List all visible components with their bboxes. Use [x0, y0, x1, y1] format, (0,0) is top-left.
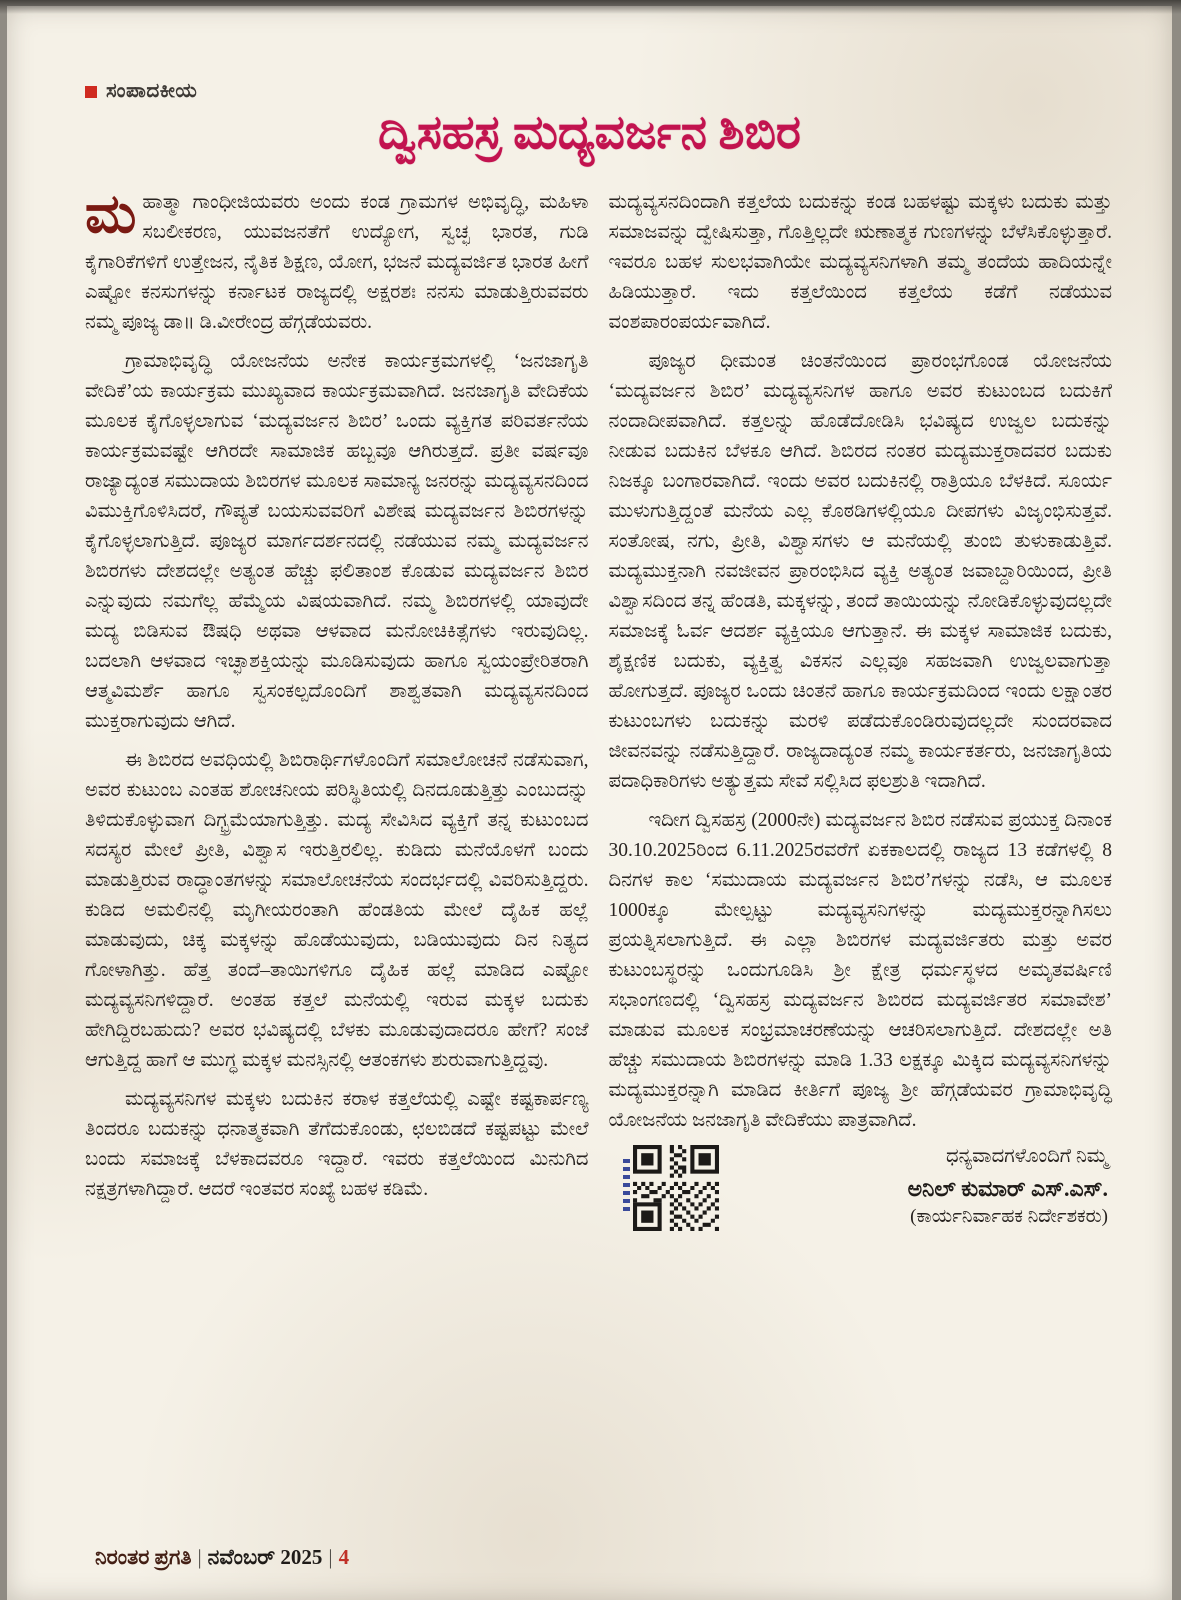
paragraph: ಮದ್ಯವ್ಯಸನದಿಂದಾಗಿ ಕತ್ತಲೆಯ ಬದುಕನ್ನು ಕಂಡ ಬಹಳಷ್ಟು ಮಕ್ಕಳು ಬದುಕು ಮತ್ತು ಸಮಾಜವನ್ನು ದ್ವೇಷಿಸುತ್ತಾ, ಗೊತ್ತಿಲ್ಲದೇ ಋಣಾತ್ಮಕ ಗುಣಗಳನ್ನು ಬೆಳೆಸಿಕೊಳ್ಳುತ್ತಾರೆ. ಇವರೂ ಬಹಳ ಸುಲಭವಾಗಿಯೇ ಮದ್ಯವ್ಯಸನಿಗಳಾಗಿ ತಮ್ಮ ತಂದೆಯ ಹಾದಿಯನ್ನೇ ಹಿಡಿಯುತ್ತಾರೆ. ಇದು ಕತ್ತಲೆಯಿಂದ ಕತ್ತಲೆಯ ಕಡೆಗೆ ನಡೆಯುವ ವಂಶಪಾರಂಪರ್ಯವಾಗಿದೆ.: [608, 192, 1112, 333]
left-column: [85, 184, 589, 1490]
paragraph: ಪೂಜ್ಯರ ಧೀಮಂತ ಚಿಂತನೆಯಿಂದ ಪ್ರಾರಂಭಗೊಂಡ ಯೋಜನೆಯ ‘ಮದ್ಯವರ್ಜನ ಶಿಬಿರ’ ಮದ್ಯವ್ಯಸನಿಗಳ ಹಾಗೂ ಅವರ ಕುಟುಂಬದ ಬದುಕಿಗೆ ನಂದಾದೀಪವಾಗಿದೆ. ಕತ್ತಲನ್ನು ಹೊಡೆದೋಡಿಸಿ ಭವಿಷ್ಯದ ಉಜ್ವಲ ಬದುಕನ್ನು ನೀಡುವ ಬದುಕಿನ ಬೆಳಕೂ ಆಗಿದೆ. ಶಿಬಿರದ ನಂತರ ಮದ್ಯಮುಕ್ತರಾದವರ ಬದುಕು ನಿಜಕ್ಕೂ ಬಂಗಾರವಾಗಿದೆ. ಇಂದು ಅವರ ಬದುಕಿನಲ್ಲಿ ರಾತ್ರಿಯೂ ಬೆಳಕಿದೆ. ಸೂರ್ಯ ಮುಳುಗುತ್ತಿದ್ದಂತೆ ಮನೆಯ ಎಲ್ಲ ಕೊಠಡಿಗಳಲ್ಲಿಯೂ ದೀಪಗಳು ವಿಜೃಂಭಿಸುತ್ತವೆ. ಸಂತೋಷ, ನಗು, ಪ್ರೀತಿ, ವಿಶ್ವಾಸಗಳು ಆ ಮನೆಯಲ್ಲಿ ತುಂಬಿ ತುಳುಕಾಡುತ್ತಿವೆ. ಮದ್ಯಮುಕ್ತನಾಗಿ ನವಜೀವನ ಪ್ರಾರಂಭಿಸಿದ ವ್ಯಕ್ತಿ ಅತ್ಯಂತ ಜವಾಬ್ದಾರಿಯಿಂದ, ಪ್ರೀತಿ ವಿಶ್ವಾಸದಿಂದ ತನ್ನ ಹೆಂಡತಿ, ಮಕ್ಕಳನ್ನು, ತಂದೆ ತಾಯಿಯನ್ನು ನೋಡಿಕೊಳ್ಳುವುದಲ್ಲದೇ ಸಮಾಜಕ್ಕೆ ಓರ್ವ ಆದರ್ಶ ವ್ಯಕ್ತಿಯೂ ಆಗುತ್ತಾನೆ. ಈ ಮಕ್ಕಳ ಸಾಮಾಜಿಕ ಬದುಕು, ಶೈಕ್ಷಣಿಕ ಬದುಕು, ವ್ಯಕ್ತಿತ್ವ ವಿಕಸನ ಎಲ್ಲವೂ ಸಹಜವಾಗಿ ಉಜ್ವಲವಾಗುತ್ತಾ ಹೋಗುತ್ತದೆ. ಪೂಜ್ಯರ ಒಂದು ಚಿಂತನೆ ಹಾಗೂ ಕಾರ್ಯಕ್ರಮದಿಂದ ಇಂದು ಲಕ್ಷಾಂತರ ಕುಟುಂಬಗಳು ಬದುಕನ್ನು ಮರಳಿ ಪಡೆದುಕೊಂಡಿರುವುದಲ್ಲದೇ ಸುಂದರವಾದ ಜೀವನವನ್ನು ನಡೆಸುತ್ತಿದ್ದಾರೆ. ರಾಜ್ಯದಾದ್ಯಂತ ನಮ್ಮ ಕಾರ್ಯಕರ್ತರು, ಜನಜಾಗೃತಿಯ ಪದಾಧಿಕಾರಿಗಳು ಅತ್ಯುತ್ತಮ ಸೇವೆ ಸಲ್ಲಿಸಿದ ಫಲಶ್ರುತಿ ಇದಾಗಿದೆ.: [608, 351, 1112, 792]
section-bullet-icon: [85, 86, 97, 98]
signoff-name: ಅನಿಲ್ ಕುಮಾರ್ ಎಸ್.ಎಸ್.: [907, 1176, 1108, 1201]
signoff-thanks: ಧನ್ಯವಾದಗಳೊಂದಿಗೆ ನಿಮ್ಮ: [946, 1146, 1108, 1167]
footer-separator: |: [197, 1545, 202, 1569]
section-header: [85, 80, 197, 103]
paragraph: ಈ ಶಿಬಿರದ ಅವಧಿಯಲ್ಲಿ ಶಿಬಿರಾರ್ಥಿಗಳೊಂದಿಗೆ ಸಮಾಲೋಚನೆ ನಡೆಸುವಾಗ, ಅವರ ಕುಟುಂಬ ಎಂತಹ ಶೋಚನೀಯ ಪರಿಸ್ಥಿತಿಯಲ್ಲಿ ದಿನದೂಡುತ್ತಿತ್ತು ಎಂಬುದನ್ನು ತಿಳಿದುಕೊಳ್ಳುವಾಗ ದಿಗ್ಭ್ರಮೆಯಾಗುತ್ತಿತ್ತು. ಮದ್ಯ ಸೇವಿಸಿದ ವ್ಯಕ್ತಿಗೆ ತನ್ನ ಕುಟುಂಬದ ಸದಸ್ಯರ ಮೇಲೆ ಪ್ರೀತಿ, ವಿಶ್ವಾಸ ಇರುತ್ತಿರಲಿಲ್ಲ. ಕುಡಿದು ಮನೆಯೊಳಗೆ ಬಂದು ಮಾಡುತ್ತಿರುವ ರಾದ್ಧಾಂತಗಳನ್ನು ಸಮಾಲೋಚನೆಯ ಸಂದರ್ಭದಲ್ಲಿ ವಿವರಿಸುತ್ತಿದ್ದರು. ಕುಡಿದ ಅಮಲಿನಲ್ಲಿ ಮೃಗೀಯರಂತಾಗಿ ಹೆಂಡತಿಯ ಮೇಲೆ ದೈಹಿಕ ಹಲ್ಲೆ ಮಾಡುವುದು, ಚಿಕ್ಕ ಮಕ್ಕಳನ್ನು ಹೊಡೆಯುವುದು, ಬಡಿಯುವುದು ದಿನ ನಿತ್ಯದ ಗೋಳಾಗಿತ್ತು. ಹೆತ್ತ ತಂದೆ–ತಾಯಿಗಳಿಗೂ ದೈಹಿಕ ಹಲ್ಲೆ ಮಾಡಿದ ಎಷ್ಟೋ ಮದ್ಯವ್ಯಸನಿಗಳಿದ್ದಾರೆ. ಅಂತಹ ಕತ್ತಲೆ ಮನೆಯಲ್ಲಿ ಇರುವ ಮಕ್ಕಳ ಬದುಕು ಹೇಗಿದ್ದಿರಬಹುದು? ಅವರ ಭವಿಷ್ಯದಲ್ಲಿ ಬೆಳಕು ಮೂಡುವುದಾದರೂ ಹೇಗೆ? ಸಂಜೆ ಆಗುತ್ತಿದ್ದ ಹಾಗೆ ಆ ಮುಗ್ಧ ಮಕ್ಕಳ ಮನಸ್ಸಿನಲ್ಲಿ ಆತಂಕಗಳು ಶುರುವಾಗುತ್ತಿದ್ದವು.: [85, 750, 589, 1071]
dropcap-letter: ಮ: [85, 184, 137, 244]
page-title: ದ್ವಿಸಹಸ್ರ ಮದ್ಯವರ್ಜನ ಶಿಬಿರ: [378, 107, 801, 159]
paragraph: ಇದೀಗ ದ್ವಿಸಹಸ್ರ (2000ನೇ) ಮದ್ಯವರ್ಜನ ಶಿಬಿರ ನಡೆಸುವ ಪ್ರಯುಕ್ತ ದಿನಾಂಕ 30.10.2025ರಿಂದ 6.11.2025ರವರೆಗೆ ಏಕಕಾಲದಲ್ಲಿ ರಾಜ್ಯದ 13 ಕಡೆಗಳಲ್ಲಿ 8 ದಿನಗಳ ಕಾಲ ‘ಸಮುದಾಯ ಮದ್ಯವರ್ಜನ ಶಿಬಿರ’ಗಳನ್ನು ನಡೆಸಿ, ಆ ಮೂಲಕ 1000ಕ್ಕೂ ಮೇಲ್ಪಟ್ಟು ಮದ್ಯವ್ಯಸನಿಗಳನ್ನು ಮದ್ಯಮುಕ್ತರನ್ನಾಗಿಸಲು ಪ್ರಯತ್ನಿಸಲಾಗುತ್ತಿದೆ. ಈ ಎಲ್ಲಾ ಶಿಬಿರಗಳ ಮದ್ಯವರ್ಜಿತರು ಮತ್ತು ಅವರ ಕುಟುಂಬಸ್ಥರನ್ನು ಒಂದುಗೂಡಿಸಿ ಶ್ರೀ ಕ್ಷೇತ್ರ ಧರ್ಮಸ್ಥಳದ ಅಮೃತವರ್ಷಿಣಿ ಸಭಾಂಗಣದಲ್ಲಿ ‘ದ್ವಿಸಹಸ್ರ ಮದ್ಯವರ್ಜನ ಶಿಬಿರದ ಮದ್ಯವರ್ಜಿತರ ಸಮಾವೇಶ’ ಮಾಡುವ ಮೂಲಕ ಸಂಭ್ರಮಾಚರಣೆಯನ್ನು ಆಚರಿಸಲಾಗುತ್ತಿದೆ. ದೇಶದಲ್ಲೇ ಅತಿ ಹೆಚ್ಚು ಸಮುದಾಯ ಶಿಬಿರಗಳನ್ನು ಮಾಡಿ 1.33 ಲಕ್ಷಕ್ಕೂ ಮಿಕ್ಕಿದ ಮದ್ಯವ್ಯಸನಿಗಳನ್ನು ಮದ್ಯಮುಕ್ತರನ್ನಾಗಿ ಮಾಡಿದ ಕೀರ್ತಿಗೆ ಪೂಜ್ಯ ಶ್ರೀ ಹೆಗ್ಗಡೆಯವರ ಗ್ರಾಮಾಭಿವೃದ್ಧಿ ಯೋಜನೆಯ ಜನಜಾಗೃತಿ ವೇದಿಕೆಯು ಪಾತ್ರವಾಗಿದೆ.: [608, 810, 1112, 1131]
qr-caption-vertical: [623, 1159, 630, 1215]
paragraph: [85, 184, 589, 338]
page-number: 4: [338, 1545, 350, 1569]
issue-date: ನವೆಂಬರ್ 2025: [207, 1545, 323, 1569]
signoff-text: [719, 1145, 1113, 1228]
right-column: [609, 188, 1113, 1490]
magazine-name: ನಿರಂತರ ಪ್ರಗತಿ: [95, 1545, 192, 1569]
qr-wrap: [609, 1145, 719, 1231]
article-body: [85, 184, 1112, 1490]
paragraph: ಮದ್ಯವ್ಯಸನಿಗಳ ಮಕ್ಕಳು ಬದುಕಿನ ಕರಾಳ ಕತ್ತಲೆಯಲ್ಲಿ ಎಷ್ಟೇ ಕಷ್ಟಕಾರ್ಪಣ್ಯ ತಿಂದರೂ ಬದುಕನ್ನು ಧನಾತ್ಮಕವಾಗಿ ತೆಗೆದುಕೊಂಡು, ಛಲಬಿಡದೆ ಕಷ್ಟಪಟ್ಟು ಮೇಲೆ ಬಂದು ಸಮಾಜಕ್ಕೆ ಬೆಳಕಾದವರೂ ಇದ್ದಾರೆ. ಇವರು ಕತ್ತಲೆಯಿಂದ ಮಿನುಗಿದ ನಕ್ಷತ್ರಗಳಾಗಿದ್ದಾರೆ. ಆದರೆ ಇಂತವರ ಸಂಖ್ಯೆ ಬಹಳ ಕಡಿಮೆ.: [85, 1089, 589, 1200]
paragraph: ಗ್ರಾಮಾಭಿವೃದ್ಧಿ ಯೋಜನೆಯ ಅನೇಕ ಕಾರ್ಯಕ್ರಮಗಳಲ್ಲಿ ‘ಜನಜಾಗೃತಿ ವೇದಿಕೆ’ಯ ಕಾರ್ಯಕ್ರಮ ಮುಖ್ಯವಾದ ಕಾರ್ಯಕ್ರಮವಾಗಿದೆ. ಜನಜಾಗೃತಿ ವೇದಿಕೆಯ ಮೂಲಕ ಕೈಗೊಳ್ಳಲಾಗುವ ‘ಮದ್ಯವರ್ಜನ ಶಿಬಿರ’ ಒಂದು ವ್ಯಕ್ತಿಗತ ಪರಿವರ್ತನೆಯ ಕಾರ್ಯಕ್ರಮವಷ್ಟೇ ಆಗಿರದೇ ಸಾಮಾಜಿಕ ಹಬ್ಬವೂ ಆಗಿರುತ್ತದೆ. ಪ್ರತೀ ವರ್ಷವೂ ರಾಜ್ಯಾದ್ಯಂತ ಸಮುದಾಯ ಶಿಬಿರಗಳ ಮೂಲಕ ಸಾಮಾನ್ಯ ಜನರನ್ನು ಮದ್ಯವ್ಯಸನದಿಂದ ವಿಮುಕ್ತಿಗೊಳಿಸಿದರೆ, ಗೌಪ್ಯತೆ ಬಯಸುವವರಿಗೆ ವಿಶೇಷ ಮದ್ಯವರ್ಜನ ಶಿಬಿರಗಳನ್ನು ಕೈಗೊಳ್ಳಲಾಗುತ್ತಿದೆ. ಪೂಜ್ಯರ ಮಾರ್ಗದರ್ಶನದಲ್ಲಿ ನಡೆಯುವ ನಮ್ಮ ಮದ್ಯವರ್ಜನ ಶಿಬಿರಗಳು ದೇಶದಲ್ಲೇ ಅತ್ಯಂತ ಹೆಚ್ಚು ಫಲಿತಾಂಶ ಕೊಡುವ ಮದ್ಯವರ್ಜನ ಶಿಬಿರ ಎನ್ನುವುದು ನಮಗೆಲ್ಲ ಹೆಮ್ಮೆಯ ವಿಷಯವಾಗಿದೆ. ನಮ್ಮ ಶಿಬಿರಗಳಲ್ಲಿ ಯಾವುದೇ ಮದ್ಯ ಬಿಡಿಸುವ ಔಷಧಿ ಅಥವಾ ಆಳವಾದ ಮನೋಚಿಕಿತ್ಸೆಗಳು ಇರುವುದಿಲ್ಲ. ಬದಲಾಗಿ ಆಳವಾದ ಇಚ್ಛಾಶಕ್ತಿಯನ್ನು ಮೂಡಿಸುವುದು ಹಾಗೂ ಸ್ವಯಂಪ್ರೇರಿತರಾಗಿ ಆತ್ಮವಿಮರ್ಶೆ ಹಾಗೂ ಸ್ವಸಂಕಲ್ಪದೊಂದಿಗೆ ಶಾಶ್ವತವಾಗಿ ಮದ್ಯವ್ಯಸನದಿಂದ ಮುಕ್ತರಾಗುವುದು ಆಗಿದೆ.: [85, 351, 589, 732]
signoff-block: [609, 1145, 1113, 1231]
section-label: ಸಂಪಾದಕೀಯ: [106, 80, 198, 102]
footer-separator: |: [328, 1545, 333, 1569]
page-footer: [95, 1545, 349, 1570]
qr-code: [633, 1145, 719, 1231]
signoff-designation: (ಕಾರ್ಯನಿರ್ವಾಹಕ ನಿರ್ದೇಶಕರು): [910, 1206, 1108, 1227]
scan-shadow: [0, 0, 1181, 14]
paragraph-text: ಹಾತ್ಮಾ ಗಾಂಧೀಜಿಯವರು ಅಂದು ಕಂಡ ಗ್ರಾಮಗಳ ಅಭಿವೃದ್ಧಿ, ಮಹಿಳಾ ಸಬಲೀಕರಣ, ಯುವಜನತೆಗೆ ಉದ್ಯೋಗ, ಸ್ವಚ್ಛ ಭಾರತ, ಗುಡಿ ಕೈಗಾರಿಕೆಗಳಿಗೆ ಉತ್ತೇಜನ, ನೈತಿಕ ಶಿಕ್ಷಣ, ಯೋಗ, ಭಜನೆ ಮದ್ಯವರ್ಜಿತ ಭಾರತ ಹೀಗೆ ಎಷ್ಟೋ ಕನಸುಗಳನ್ನು ಕರ್ನಾಟಕ ರಾಜ್ಯದಲ್ಲಿ ಅಕ್ಷರಶಃ ನನಸು ಮಾಡುತ್ತಿರುವವರು ನಮ್ಮ ಪೂಜ್ಯ ಡಾ॥ ಡಿ.ವೀರೇಂದ್ರ ಹೆಗ್ಗಡೆಯವರು.: [85, 192, 589, 333]
scanned-page: [7, 6, 1172, 1600]
